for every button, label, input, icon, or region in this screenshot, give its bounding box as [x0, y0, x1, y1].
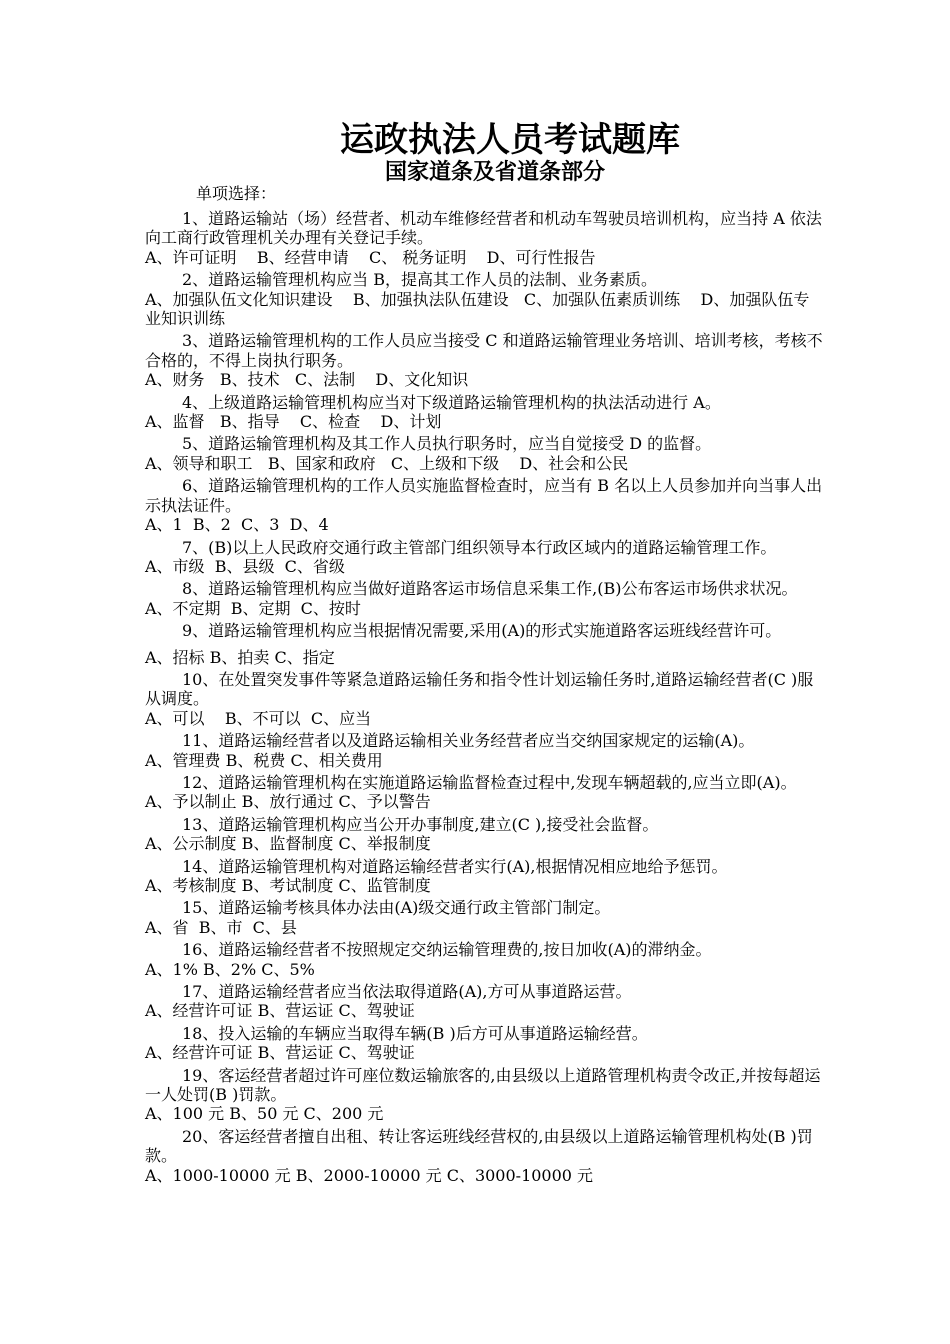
answer-options: A、经营许可证 B、营运证 C、驾驶证 — [145, 1043, 415, 1063]
section-label: 单项选择： — [196, 184, 277, 203]
answer-options: A、1 B、2 C、3 D、4 — [145, 515, 329, 535]
answer-options: A、不定期 B、定期 C、按时 — [145, 598, 361, 618]
question-text: 18、投入运输的车辆应当取得车辆(B )后方可从事道路运输经营。 — [182, 1023, 648, 1043]
answer-options: A、100 元 B、50 元 C、200 元 — [145, 1104, 384, 1124]
answer-options: A、考核制度 B、考试制度 C、监管制度 — [145, 876, 431, 895]
question-text: 5、道路运输管理机构及其工作人员执行职务时，应当自觉接受 D 的监督。 — [182, 434, 712, 454]
answer-options: A、省 B、市 C、县 — [145, 917, 297, 937]
answer-options: A、领导和职工 B、国家和政府 C、上级和下级 D、社会和公民 — [145, 453, 629, 473]
answer-options: A、招标 B、拍卖 C、指定 — [145, 647, 335, 667]
answer-options: A、公示制度 B、监督制度 C、举报制度 — [145, 834, 431, 854]
question-text: 14、道路运输管理机构对道路运输经营者实行(A),根据情况相应地给予惩罚。 — [182, 856, 728, 876]
question-text: 20、客运经营者擅自出租、转让客运班线经营权的,由县级以上道路运输管理机构处(B )罚款。 — [145, 1126, 813, 1166]
answer-options: A、市级 B、县级 C、省级 — [145, 556, 345, 576]
answer-options: A、许可证明 B、经营申请 C、 税务证明 D、可行性报告 — [145, 247, 596, 267]
answer-options: A、加强队伍文化知识建设 B、加强执法队伍建设 C、加强队伍素质训练 D、加强队伍专业知识训练 — [145, 289, 810, 329]
spacer — [145, 641, 823, 648]
question-text: 9、道路运输管理机构应当根据情况需要,采用(A)的形式实施道路客运班线经营许可。 — [182, 621, 782, 641]
question-text: 3、道路运输管理机构的工作人员应当接受 C 和道路运输管理业务培训、培训考核，考核不合格的，不得上岗执行职务。 — [145, 331, 823, 370]
question-list — [145, 206, 823, 1185]
question-text: 12、道路运输管理机构在实施道路运输监督检查过程中,发现车辆超载的,应当立即(A)。 — [182, 772, 797, 792]
question-text: 8、道路运输管理机构应当做好道路客运市场信息采集工作,(B)公布客运市场供求状况。 — [182, 579, 798, 599]
answer-options: A、1000-10000 元 B、2000-10000 元 C、3000-10000 元 — [145, 1165, 594, 1185]
question-text: 4、上级道路运输管理机构应当对下级道路运输管理机构的执法活动进行 A。 — [182, 392, 721, 412]
question-text: 6、道路运输管理机构的工作人员实施监督检查时，应当有 B 名以上人员参加并向当事人出示执法证件。 — [145, 476, 823, 515]
question-text: 15、道路运输考核具体办法由(A)级交通行政主管部门制定。 — [182, 898, 611, 918]
answer-options: A、经营许可证 B、营运证 C、驾驶证 — [145, 1001, 415, 1021]
question-text: 1、道路运输站（场）经营者、机动车维修经营者和机动车驾驶员培训机构，应当持 A 依法向工商行政管理机关办理有关登记手续。 — [145, 209, 822, 248]
answer-options: A、1% B、2% C、5% — [145, 959, 315, 979]
question-text: 10、在处置突发事件等紧急道路运输任务和指令性计划运输任务时,道路运输经营者(C )服从调度。 — [145, 669, 814, 709]
answer-options: A、监督 B、指导 C、检查 D、计划 — [145, 412, 442, 432]
question-text: 13、道路运输管理机构应当公开办事制度,建立(C ),接受社会监督。 — [182, 814, 659, 834]
answer-options: A、可以 B、不可以 C、应当 — [145, 708, 372, 728]
answer-options: A、财务 B、技术 C、法制 D、文化知识 — [145, 370, 469, 390]
question-text: 19、客运经营者超过许可座位数运输旅客的,由县级以上道路管理机构责令改正,并按每超运一人处罚(B )罚款。 — [145, 1065, 821, 1105]
answer-options: A、管理费 B、税费 C、相关费用 — [145, 750, 383, 770]
question-text: 17、道路运输经营者应当依法取得道路(A),方可从事道路运营。 — [182, 982, 632, 1002]
question-text: 2、道路运输管理机构应当 B，提高其工作人员的法制、业务素质。 — [182, 270, 658, 290]
question-text: 16、道路运输经营者不按照规定交纳运输管理费的,按日加收(A)的滞纳金。 — [182, 940, 712, 960]
answer-options: A、予以制止 B、放行通过 C、予以警告 — [145, 792, 431, 812]
page-title: 运政执法人员考试题库 — [340, 120, 680, 160]
question-text: 7、(B)以上人民政府交通行政主管部门组织领导本行政区域内的道路运输管理工作。 — [182, 537, 777, 557]
page-subtitle: 国家道条及省道条部分 — [384, 159, 605, 185]
question-text: 11、道路运输经营者以及道路运输相关业务经营者应当交纳国家规定的运输(A)。 — [182, 731, 755, 751]
